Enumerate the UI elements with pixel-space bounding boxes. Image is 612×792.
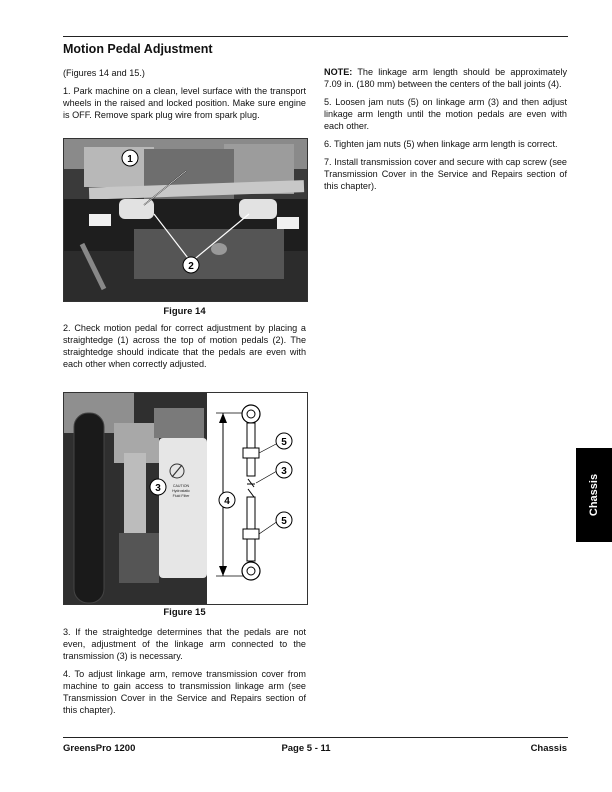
- figure-15-caption: Figure 15: [163, 607, 206, 618]
- figure-15-callout-3-diagram: 3: [281, 466, 287, 477]
- filter-label-line-2: Hydrostatic: [172, 489, 190, 493]
- figure-15-photo: [63, 392, 308, 605]
- footer-page-number: Page 5 - 11: [281, 743, 331, 754]
- step-7: 7. Install transmission cover and secure with cap screw (see Transmission Cover in the Service and Repairs section of this chapter).: [324, 157, 567, 191]
- figure-15-illustration: [64, 393, 307, 604]
- note-label: NOTE:: [324, 67, 353, 77]
- step-4: 4. To adjust linkage arm, remove transmission cover from machine to gain access to transmission linkage arm (see Transmission Cover in the Service and Repairs section of this chapter).: [63, 669, 306, 715]
- figure-14-illustration: [64, 139, 307, 301]
- filter-label-line-3: Fluid Filter: [172, 494, 190, 498]
- note-text: The linkage arm length should be approximately 7.09 in. (180 mm) between the centers of the ball joints (4).: [324, 67, 567, 89]
- step-1: 1. Park machine on a clean, level surface with the transport wheels in the raised and locked position. Make sure engine is OFF. Remove spark plug wire from spark plug.: [63, 86, 306, 120]
- figure-14-caption: Figure 14: [163, 306, 206, 317]
- header-rule: [63, 36, 568, 37]
- figure-14-callout-2: 2: [188, 261, 194, 272]
- left-column-steps-3-4: [63, 626, 306, 722]
- filter-label-line-1: CAUTION: [172, 484, 190, 488]
- chapter-tab-label: Chassis: [588, 473, 600, 517]
- figure-15-callout-4: 4: [224, 496, 230, 507]
- footer-rule: [63, 737, 568, 738]
- figure-14-photo: [63, 138, 308, 302]
- figure-15-callout-5-bottom: 5: [281, 516, 287, 527]
- step-2: 2. Check motion pedal for correct adjustment by placing a straightedge (1) across the top of motion pedals (2). The straightedge should indicate that the pedals are even with each other when correctly adjusted.: [63, 323, 306, 369]
- left-column-step-2: [63, 322, 306, 376]
- intro-text: (Figures 14 and 15.): [63, 68, 145, 78]
- right-column: [324, 66, 567, 198]
- note-paragraph: [324, 66, 567, 90]
- figure-15-callout-5-top: 5: [281, 437, 287, 448]
- footer-chapter: Chassis: [530, 743, 567, 754]
- figure-15-callout-3-photo: 3: [155, 483, 161, 494]
- step-6: 6. Tighten jam nuts (5) when linkage arm length is correct.: [324, 139, 558, 149]
- section-title: Motion Pedal Adjustment: [63, 42, 213, 56]
- figure-14-callout-1: 1: [127, 154, 133, 165]
- chapter-tab: [576, 448, 612, 542]
- footer-product: GreensPro 1200: [63, 743, 136, 754]
- left-column: [63, 67, 306, 127]
- step-5: 5. Loosen jam nuts (5) on linkage arm (3) and then adjust linkage arm length until the motion pedals are even with each other.: [324, 97, 567, 131]
- step-3: 3. If the straightedge determines that the pedals are not even, adjustment of the linkage arm connected to the transmission (3) is necessary.: [63, 627, 306, 661]
